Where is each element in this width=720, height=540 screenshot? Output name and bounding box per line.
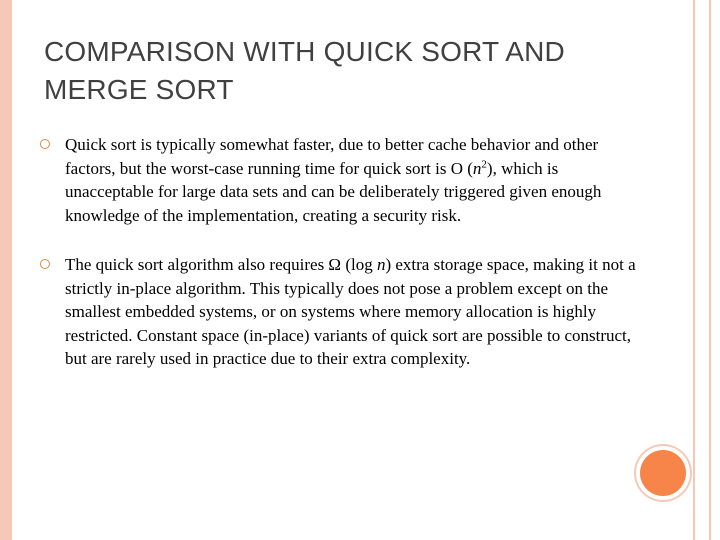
- decorative-circle: [640, 450, 686, 496]
- right-border-line: [693, 0, 695, 540]
- slide-title-line: MERGE SORT: [44, 74, 234, 105]
- bullet-text: [65, 133, 650, 227]
- left-border-stripe: [0, 0, 12, 540]
- bullet-text-part: ) extra storage space, making it not a strictly in-place algorithm. This typically does not pose a problem except on the smallest embedded systems, or on systems where memory allocation is highly restricted. Constant space (in-place) variants of quick sort are possible to construct, but are rarely used in practice due to their extra complexity.: [65, 255, 636, 368]
- math-exponent: 2: [481, 157, 487, 170]
- slide-title: [44, 33, 664, 109]
- bullet-text-part: The quick sort algorithm also requires Ω (log: [65, 255, 377, 274]
- bullet-text-part: ), which is unacceptable for large data sets and can be deliberately triggered given enough knowledge of the implementation, creating a security risk.: [65, 158, 602, 225]
- math-variable: n: [472, 158, 482, 178]
- bullet-circle-icon: [40, 259, 50, 269]
- bullet-list: [40, 133, 650, 397]
- slide-title-line: COMPARISON WITH QUICK SORT AND: [44, 36, 565, 67]
- bullet-item: [40, 133, 650, 227]
- math-variable: n: [376, 255, 386, 274]
- right-border-line: [709, 0, 711, 540]
- bullet-text: [65, 253, 650, 371]
- bullet-circle-icon: [40, 139, 50, 149]
- bullet-text-part: Quick sort is typically somewhat faster, due to better cache behavior and other factors, but the worst-case running time for quick sort is O (: [65, 135, 599, 178]
- bullet-item: [40, 253, 650, 371]
